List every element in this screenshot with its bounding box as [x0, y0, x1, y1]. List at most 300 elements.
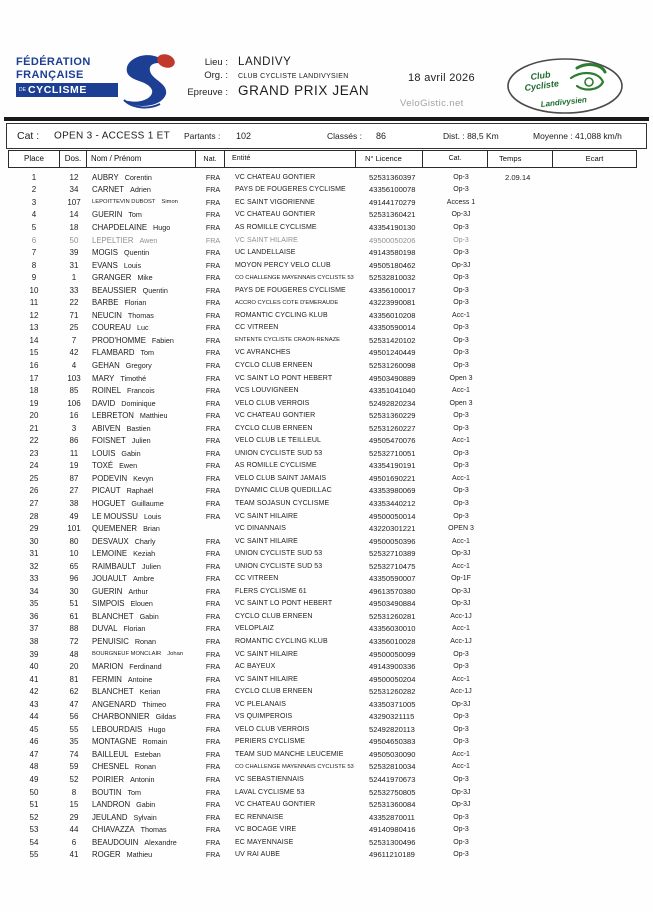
cell-cat: Open 3 — [449, 399, 473, 407]
rider-firstname: Guillaume — [131, 498, 164, 508]
cell-place: 27 — [29, 498, 39, 508]
cell-place: 40 — [29, 662, 39, 672]
cell-licence: 43353980069 — [369, 486, 416, 496]
cell-licence: 49500050099 — [369, 649, 416, 659]
cell-nom — [88, 762, 198, 771]
cell-cat: Op-3J — [451, 587, 471, 595]
cell-licence: 49144170279 — [369, 197, 416, 207]
cell-entite: VC SAINT HILAIRE — [235, 236, 298, 244]
cell-nat: FRA — [205, 599, 221, 609]
cell-cat: Acc-1J — [450, 638, 472, 645]
result-row — [8, 547, 645, 560]
rider-lastname: MOGIS — [92, 248, 118, 258]
cell-place: 30 — [29, 536, 39, 546]
cell-nom — [88, 825, 198, 834]
cell-nat: FRA — [205, 473, 221, 483]
cell-place: 23 — [29, 448, 39, 458]
cell-cat: Acc-1 — [452, 675, 470, 683]
cell-licence: 43356030010 — [369, 624, 416, 634]
cell-place: 42 — [29, 687, 39, 697]
cell-dos: 49 — [69, 511, 79, 521]
cell-nom — [88, 461, 198, 470]
result-row — [8, 510, 645, 523]
cell-licence: 43350590007 — [369, 574, 416, 584]
rider-firstname: Julien — [131, 436, 151, 446]
cell-cat: Op-3 — [453, 173, 469, 181]
result-row — [8, 823, 645, 836]
rider-firstname: Gildas — [155, 712, 176, 722]
result-row — [8, 209, 645, 222]
cell-dos: 22 — [69, 298, 79, 308]
rider-firstname: Gabin — [121, 448, 141, 458]
cell-dos: 41 — [69, 850, 79, 860]
cell-cat: Op-3 — [453, 776, 469, 784]
cell-nat: FRA — [205, 197, 221, 207]
rider-lastname: LOUIS — [92, 448, 116, 458]
cell-cat: Op-3 — [453, 274, 469, 282]
cell-place: 13 — [29, 323, 39, 333]
cell-place: 34 — [29, 586, 39, 596]
cell-cat: Op-3J — [451, 700, 471, 708]
rider-lastname: QUEMENER — [92, 524, 138, 534]
rider-lastname: BEAUDOUIN — [92, 837, 139, 847]
cell-nat: FRA — [205, 687, 221, 697]
cell-nat: FRA — [205, 398, 221, 408]
cell-entite: ROMANTIC CYCLING KLUB — [235, 638, 328, 645]
rider-firstname: Louis — [123, 260, 142, 270]
rider-firstname: Antoine — [127, 674, 153, 684]
cell-nom — [88, 624, 198, 633]
rider-firstname: Tom — [127, 787, 142, 797]
cell-place: 32 — [29, 561, 39, 571]
cell-nat: FRA — [205, 448, 221, 458]
rider-firstname: Julien — [142, 561, 161, 571]
ffc-line1: FÉDÉRATION — [16, 56, 91, 68]
cell-entite: UV RAI AUBE — [235, 851, 281, 859]
cell-nat: FRA — [205, 285, 221, 295]
rider-lastname: COUREAU — [92, 323, 131, 333]
rider-firstname: Brian — [143, 524, 160, 534]
cell-nom — [88, 386, 198, 395]
cell-nom — [88, 549, 198, 558]
cell-licence: 52531300496 — [369, 837, 416, 847]
rider-lastname: GEHAN — [92, 360, 120, 370]
cell-cat: Acc-1 — [452, 763, 470, 771]
cell-dos: 14 — [69, 210, 79, 220]
result-row — [8, 610, 645, 623]
result-row — [8, 560, 645, 573]
cell-place: 28 — [29, 511, 39, 521]
rider-lastname: CHESNEL — [92, 762, 129, 772]
cell-licence: 49505470076 — [369, 436, 416, 446]
result-row — [8, 811, 645, 824]
cell-dos: 80 — [69, 536, 79, 546]
cell-entite: TEAM SOJASUN CYCLISME — [235, 499, 330, 507]
cell-place: 20 — [29, 411, 39, 421]
cell-entite: VELO CLUB SAINT JAMAIS — [235, 474, 327, 482]
cell-entite: UNION CYCLISTE SUD 53 — [235, 449, 323, 457]
result-row — [8, 849, 645, 862]
cell-licence: 52531360397 — [369, 172, 416, 182]
cell-nat: FRA — [205, 737, 221, 747]
rider-lastname: FERMIN — [92, 674, 122, 684]
cell-place: 52 — [29, 812, 39, 822]
cell-licence: 43350371005 — [369, 699, 416, 709]
cell-cat: Op-3 — [453, 286, 469, 294]
cell-nat: FRA — [205, 749, 221, 759]
cell-nat: FRA — [205, 172, 221, 182]
cell-cat: Acc-1 — [452, 750, 470, 758]
cell-cat: Acc-1 — [452, 537, 470, 545]
cell-dos: 42 — [69, 348, 79, 358]
results-table-body — [8, 171, 645, 861]
column-header-4: Entité — [224, 150, 356, 168]
rider-lastname: POIRIER — [92, 775, 125, 785]
cell-place: 44 — [29, 712, 39, 722]
cell-dos: 87 — [69, 473, 79, 483]
cell-licence: 43351041040 — [369, 386, 416, 396]
cell-licence: 43356100078 — [369, 185, 416, 195]
result-row — [8, 535, 645, 548]
cell-place: 51 — [29, 800, 39, 810]
cell-nat: FRA — [205, 411, 221, 421]
rider-firstname: Awen — [139, 235, 158, 245]
cell-cat: Open 3 — [449, 374, 473, 382]
cell-nat: FRA — [205, 360, 221, 370]
rider-lastname: DAVID — [92, 398, 116, 408]
rider-firstname: Elouen — [130, 599, 153, 609]
cell-licence: 52531360421 — [369, 210, 416, 220]
cell-licence: 43350590014 — [369, 323, 416, 333]
result-row — [8, 246, 645, 259]
cell-dos: 96 — [69, 574, 79, 584]
cell-entite: VELO CLUB VERROIS — [235, 725, 310, 733]
cell-dos: 4 — [71, 360, 77, 370]
cell-dos: 6 — [71, 837, 77, 847]
result-row — [8, 309, 645, 322]
cell-place: 18 — [29, 386, 39, 396]
cell-cat: Acc-1 — [452, 311, 470, 319]
rider-lastname: CHIAVAZZA — [92, 825, 135, 835]
rider-lastname: BOUTIN — [92, 787, 122, 797]
org-value: CLUB CYCLISTE LANDIVYSIEN — [238, 73, 349, 80]
rider-firstname: Hugo — [148, 724, 166, 734]
cell-licence: 43352870011 — [369, 812, 415, 822]
rider-lastname: JOUAULT — [92, 574, 127, 584]
rider-lastname: AUBRY — [92, 172, 119, 182]
cell-cat: Op-3J — [451, 788, 471, 796]
cell-place: 14 — [29, 335, 39, 345]
rider-firstname: Alexandre — [144, 837, 177, 847]
cell-place: 53 — [29, 825, 39, 835]
cell-nat: FRA — [205, 298, 221, 308]
result-row — [8, 384, 645, 397]
cell-cat: Op-3 — [453, 412, 469, 420]
cell-nom — [88, 700, 198, 709]
cell-entite: VC DINANNAIS — [235, 525, 286, 533]
epreuve-value: GRAND PRIX JEAN — [238, 83, 370, 98]
cat-label: Cat : — [17, 130, 40, 142]
cell-nom — [88, 587, 198, 596]
result-row — [8, 623, 645, 636]
cell-cat: Op-3 — [453, 826, 469, 834]
cell-nat: FRA — [205, 775, 221, 785]
cell-nom — [88, 813, 198, 822]
cell-dos: 51 — [69, 599, 79, 609]
cell-nom — [88, 537, 198, 546]
cell-licence: 52492820113 — [369, 724, 415, 734]
rider-firstname: Quentin — [142, 285, 168, 295]
cell-dos: 33 — [69, 285, 79, 295]
cell-cat: Op-3 — [453, 236, 469, 244]
cell-nat: FRA — [205, 561, 221, 571]
cell-cat: Op-3 — [453, 713, 469, 721]
cell-cat: Acc-1 — [452, 625, 470, 633]
cell-entite: VC BOCAGE VIRE — [235, 826, 297, 834]
rider-firstname: Tom — [128, 210, 142, 220]
club-logo-line2: Cycliste — [523, 78, 560, 93]
cell-entite: CYCLO CLUB ERNEEN — [235, 361, 313, 369]
cell-entite: EC SAINT VIGORIENNE — [235, 198, 315, 206]
cell-cat: Op-3 — [453, 449, 469, 457]
cell-nat: FRA — [205, 762, 221, 772]
result-row — [8, 221, 645, 234]
cell-nom — [88, 185, 198, 194]
cell-entite: CO CHALLENGE MAYENNAIS CYCLISTE 53 — [235, 274, 354, 281]
cell-entite: VC CHATEAU GONTIER — [235, 412, 316, 420]
rider-lastname: MARION — [92, 662, 124, 672]
cell-place: 8 — [31, 260, 37, 270]
cell-place: 43 — [29, 699, 39, 709]
cell-licence: 49500050206 — [369, 235, 416, 245]
rider-firstname: Adrien — [130, 185, 151, 195]
cell-nom — [88, 524, 198, 533]
cell-nom — [88, 662, 198, 671]
rider-lastname: BOURGNEUF MONCLAIR — [92, 651, 162, 658]
result-row — [8, 372, 645, 385]
cell-nat: FRA — [205, 674, 221, 684]
cell-nom — [88, 512, 198, 521]
rider-firstname: Timothé — [120, 373, 147, 383]
ffc-cyclisme-bar — [16, 83, 118, 97]
result-row — [8, 284, 645, 297]
cell-entite: ACCRO CYCLES COTE D'EMERAUDE — [235, 299, 339, 306]
rider-firstname: Johan — [167, 651, 184, 658]
rider-lastname: DUVAL — [92, 624, 118, 634]
rider-lastname: LEPELTIER — [92, 235, 134, 245]
result-row — [8, 585, 645, 598]
cell-entite: VC CHATEAU GONTIER — [235, 211, 316, 219]
cell-place: 11 — [29, 298, 39, 308]
epreuve-label: Epreuve : — [187, 87, 228, 98]
cell-place: 39 — [29, 649, 39, 659]
cell-entite: VELO CLUB LE TEILLEUL — [235, 437, 322, 445]
cell-entite: VC SAINT LO PONT HEBERT — [235, 374, 333, 382]
cell-entite: VELO CLUB VERROIS — [235, 399, 310, 407]
cell-cat: Acc-1 — [452, 437, 470, 445]
rider-firstname: Gabin — [139, 611, 159, 621]
rider-firstname: Matthieu — [139, 411, 168, 421]
cell-dos: 7 — [71, 335, 77, 345]
ffc-logo-text — [16, 56, 118, 97]
cell-nom — [88, 486, 198, 495]
cell-licence: 52492820234 — [369, 398, 416, 408]
rider-lastname: PICAUT — [92, 486, 121, 496]
cell-nat: FRA — [205, 611, 221, 621]
rider-lastname: RAIMBAULT — [92, 561, 137, 571]
result-row — [8, 786, 645, 799]
column-header-5: N° Licence — [355, 150, 423, 168]
rider-firstname: Ferdinand — [129, 662, 162, 672]
cell-nom — [88, 210, 198, 219]
cell-nom — [88, 800, 198, 809]
rider-lastname: ANGENARD — [92, 699, 137, 709]
cell-licence: 52531260098 — [369, 360, 416, 370]
rider-firstname: Sylvain — [133, 812, 157, 822]
cell-dos: 18 — [69, 222, 79, 232]
cell-place: 21 — [29, 423, 39, 433]
rider-lastname: ROINEL — [92, 386, 122, 396]
cell-nom — [88, 637, 198, 646]
cell-licence: 49500050014 — [369, 511, 416, 521]
cell-place: 5 — [31, 222, 37, 232]
org-row — [160, 70, 410, 81]
results-table-header — [8, 150, 645, 168]
cell-nat: FRA — [205, 335, 221, 345]
rider-lastname: EVANS — [92, 260, 118, 270]
cell-place: 38 — [29, 637, 39, 646]
cell-licence: 43353440212 — [369, 498, 416, 508]
ffc-cyclisme-label: CYCLISME — [27, 84, 88, 96]
cell-nom — [88, 725, 198, 734]
cell-dos: 81 — [69, 674, 79, 684]
column-header-6: Cat. — [422, 150, 488, 168]
cell-dos: 101 — [67, 524, 81, 534]
club-logo — [505, 56, 627, 118]
cell-licence: 49503490884 — [369, 599, 416, 609]
cell-nat: FRA — [205, 699, 221, 709]
cell-licence: 49613570380 — [369, 586, 416, 596]
cell-cat: Op-3 — [453, 851, 469, 859]
rider-lastname: ABIVEN — [92, 423, 121, 433]
rider-firstname: Florian — [123, 624, 146, 634]
cell-place: 16 — [29, 360, 39, 370]
rider-lastname: LEBOURDAIS — [92, 724, 143, 734]
rider-lastname: BLANCHET — [92, 611, 134, 621]
result-row — [8, 296, 645, 309]
cell-place: 55 — [29, 850, 39, 860]
cell-dos: 86 — [69, 436, 79, 446]
rider-lastname: HOGUET — [92, 498, 126, 508]
cell-licence: 52532710475 — [369, 561, 416, 571]
cell-nom — [88, 436, 198, 445]
cell-entite: PAYS DE FOUGERES CYCLISME — [235, 186, 346, 194]
cell-nom — [88, 248, 198, 257]
result-row — [8, 648, 645, 661]
cell-licence: 52532810034 — [369, 762, 416, 772]
result-row — [8, 711, 645, 724]
cell-cat: Op-3 — [453, 499, 469, 507]
lieu-row — [160, 56, 410, 68]
cell-licence: 52532810032 — [369, 273, 416, 283]
cell-entite: CYCLO CLUB ERNEEN — [235, 424, 313, 432]
result-row — [8, 773, 645, 786]
cell-dos: 15 — [69, 800, 79, 810]
cell-dos: 11 — [69, 448, 79, 458]
cell-place: 48 — [29, 762, 39, 772]
cell-nom — [88, 788, 198, 797]
cell-cat: Acc-1J — [450, 688, 472, 696]
rider-lastname: LEPOITTEVIN DUBOST — [92, 199, 156, 206]
result-row — [8, 397, 645, 410]
cell-nat: FRA — [205, 586, 221, 596]
cell-licence: 49501240449 — [369, 348, 416, 358]
cell-dos: 3 — [71, 423, 77, 433]
column-header-8: Ecart — [552, 150, 637, 168]
cell-place: 1 — [31, 172, 37, 182]
cell-nat: FRA — [205, 712, 221, 722]
rider-firstname: Keziah — [133, 549, 156, 559]
cell-cat: Op-3J — [451, 261, 471, 269]
cell-nom — [88, 348, 198, 357]
cell-dos: 16 — [69, 411, 79, 421]
cell-nom — [88, 737, 198, 746]
rider-lastname: BARBE — [92, 298, 119, 308]
rider-firstname: Tom — [140, 348, 155, 358]
ffc-de-label: DE — [19, 86, 26, 93]
cell-licence: 49501690221 — [369, 473, 416, 483]
cell-nat: FRA — [205, 260, 221, 270]
cell-place: 4 — [31, 210, 37, 220]
cell-dos: 47 — [69, 699, 79, 709]
cell-entite: CO CHALLENGE MAYENNAIS CYCLISTE 53 — [235, 763, 354, 770]
cell-nat: FRA — [205, 800, 221, 810]
rider-firstname: Ambre — [132, 574, 155, 584]
rider-firstname: Hugo — [153, 222, 171, 232]
cell-dos: 74 — [69, 749, 79, 759]
cell-dos: 65 — [69, 561, 79, 571]
cell-entite: VC SAINT HILAIRE — [235, 675, 298, 683]
category-info-bar — [6, 123, 647, 149]
cell-entite: LAVAL CYCLISME 53 — [235, 788, 305, 796]
rider-firstname: Thomas — [127, 310, 154, 320]
cell-nom — [88, 499, 198, 508]
cell-licence: 52531420102 — [369, 335, 416, 345]
page-header — [0, 0, 653, 118]
result-row — [8, 673, 645, 686]
cell-cat: Op-3 — [453, 663, 469, 671]
cell-cat: Op-3J — [451, 801, 471, 809]
cell-nat: FRA — [205, 222, 221, 232]
result-row — [8, 271, 645, 284]
cell-nat: FRA — [205, 649, 221, 659]
cell-entite: VELOPLAIZ — [235, 625, 275, 633]
cell-nom — [88, 651, 198, 657]
rider-lastname: MONTAGNE — [92, 737, 137, 747]
cell-nat: FRA — [205, 662, 221, 672]
rider-lastname: FLAMBARD — [92, 348, 135, 358]
cell-licence: 43223990081 — [369, 298, 416, 308]
rider-firstname: Luc — [137, 323, 149, 333]
cell-nom — [88, 850, 198, 859]
result-row — [8, 434, 645, 447]
result-row — [8, 485, 645, 498]
cell-nom — [88, 323, 198, 332]
cell-entite: VC SAINT LO PONT HEBERT — [235, 600, 333, 608]
result-row — [8, 573, 645, 586]
result-row — [8, 798, 645, 811]
cell-dos: 85 — [69, 386, 79, 396]
